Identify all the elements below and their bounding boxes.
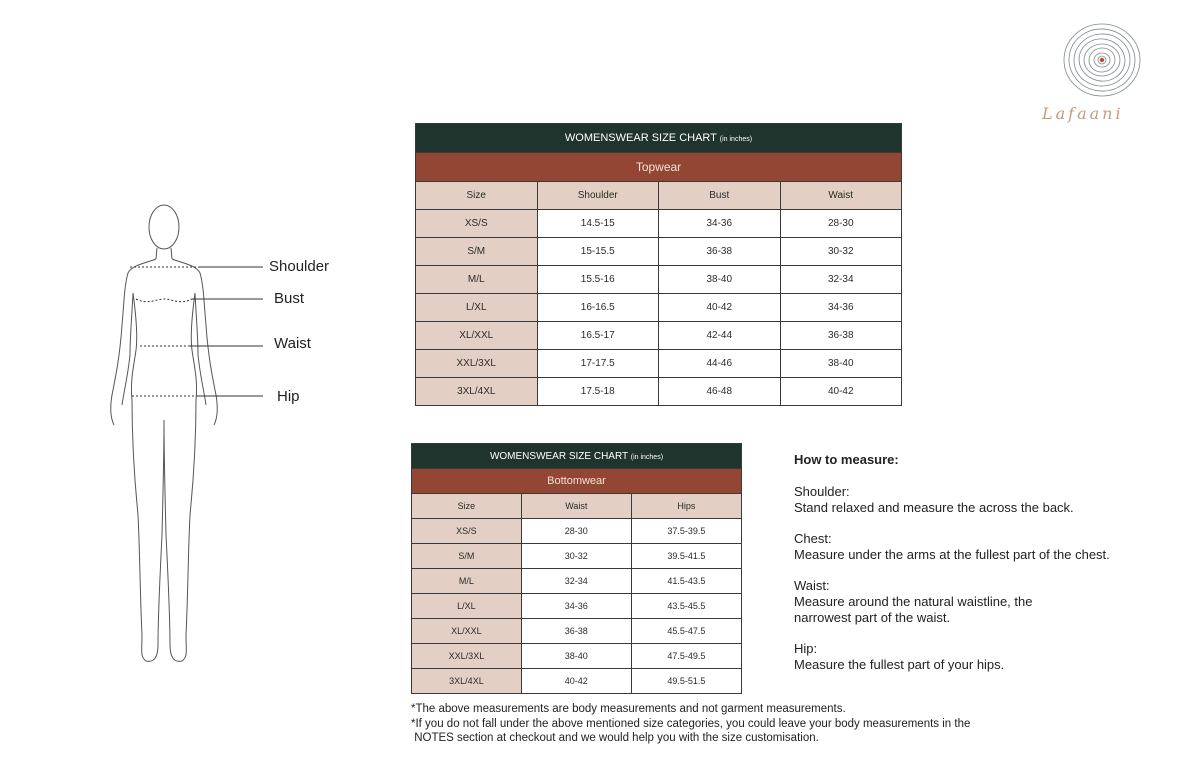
value-cell: 15.5-16: [537, 266, 659, 294]
value-cell: 16.5-17: [537, 322, 659, 350]
table-row: [416, 238, 902, 266]
measure-term: Shoulder:: [794, 484, 850, 499]
measure-description: Measure under the arms at the fullest part of the chest.: [794, 547, 1110, 562]
size-cell: L/XL: [416, 294, 538, 322]
topwear-size-table: [415, 123, 902, 406]
size-cell: XL/XXL: [412, 619, 522, 644]
value-cell: 32-34: [521, 569, 631, 594]
table-row: [412, 594, 742, 619]
table-row: [416, 322, 902, 350]
value-cell: 39.5-41.5: [631, 544, 741, 569]
table-row: [412, 519, 742, 544]
value-cell: 40-42: [521, 669, 631, 694]
value-cell: 46-48: [659, 378, 781, 406]
measure-term: Chest:: [794, 531, 832, 546]
topwear-subtitle: Topwear: [416, 153, 902, 182]
size-cell: XS/S: [416, 210, 538, 238]
value-cell: 44-46: [659, 350, 781, 378]
measure-description: Measure the fullest part of your hips.: [794, 657, 1005, 672]
column-header: Hips: [631, 494, 741, 519]
topwear-title-units: (in inches): [719, 136, 753, 143]
topwear-table-title: [416, 124, 902, 153]
value-cell: 45.5-47.5: [631, 619, 741, 644]
footnotes: [411, 702, 1111, 746]
size-cell: L/XL: [412, 594, 522, 619]
measure-description: Stand relaxed and measure the across the back.: [794, 500, 1074, 515]
value-cell: 15-15.5: [537, 238, 659, 266]
label-waist: Waist: [274, 335, 311, 352]
bottomwear-size-table: [411, 443, 742, 694]
value-cell: 38-40: [659, 266, 781, 294]
value-cell: 49.5-51.5: [631, 669, 741, 694]
how-to-measure-section: [794, 452, 1174, 688]
label-bust: Bust: [274, 290, 305, 307]
table-row: [416, 210, 902, 238]
column-header: Waist: [521, 494, 631, 519]
value-cell: 36-38: [780, 322, 902, 350]
table-row: [416, 350, 902, 378]
table-row: [412, 619, 742, 644]
value-cell: 32-34: [780, 266, 902, 294]
value-cell: 42-44: [659, 322, 781, 350]
value-cell: 36-38: [659, 238, 781, 266]
footnote-1: *The above measurements are body measurements and not garment measurements.: [411, 703, 846, 715]
bottomwear-title-text: WOMENSWEAR SIZE CHART: [489, 450, 628, 462]
how-to-measure-heading: How to measure:: [794, 452, 899, 467]
value-cell: 40-42: [780, 378, 902, 406]
size-cell: M/L: [416, 266, 538, 294]
value-cell: 34-36: [521, 594, 631, 619]
size-cell: XS/S: [412, 519, 522, 544]
table-row: [412, 569, 742, 594]
size-cell: XXL/3XL: [416, 350, 538, 378]
footnote-3: NOTES section at checkout and we would help you with the size customisation.: [411, 732, 819, 744]
value-cell: 47.5-49.5: [631, 644, 741, 669]
leader-lines: [200, 265, 265, 405]
measure-item-waist: [794, 578, 1084, 626]
column-header: Waist: [780, 182, 902, 210]
value-cell: 14.5-15: [537, 210, 659, 238]
table-row: [412, 644, 742, 669]
bottomwear-subtitle: Bottomwear: [412, 469, 742, 494]
measure-item-chest: [794, 531, 1174, 563]
table-row: [412, 669, 742, 694]
column-header: Size: [412, 494, 522, 519]
table-row: [416, 294, 902, 322]
label-hip: Hip: [277, 388, 300, 405]
value-cell: 30-32: [780, 238, 902, 266]
size-cell: S/M: [412, 544, 522, 569]
value-cell: 40-42: [659, 294, 781, 322]
value-cell: 30-32: [521, 544, 631, 569]
size-cell: XL/XXL: [416, 322, 538, 350]
size-cell: XXL/3XL: [412, 644, 522, 669]
measure-item-hip: [794, 641, 1174, 673]
value-cell: 38-40: [521, 644, 631, 669]
measure-description: Measure around the natural waistline, the narrowest part of the waist.: [794, 594, 1033, 625]
value-cell: 28-30: [521, 519, 631, 544]
measure-term: Waist:: [794, 578, 830, 593]
value-cell: 41.5-43.5: [631, 569, 741, 594]
brand-logo: [1040, 20, 1160, 140]
topwear-title-text: WOMENSWEAR SIZE CHART: [564, 132, 717, 144]
bottomwear-table-title: [412, 444, 742, 469]
size-cell: 3XL/4XL: [416, 378, 538, 406]
label-shoulder: Shoulder: [269, 258, 330, 275]
value-cell: 17-17.5: [537, 350, 659, 378]
column-header: Size: [416, 182, 538, 210]
value-cell: 17.5-18: [537, 378, 659, 406]
size-cell: M/L: [412, 569, 522, 594]
value-cell: 16-16.5: [537, 294, 659, 322]
column-header: Shoulder: [537, 182, 659, 210]
column-header: Bust: [659, 182, 781, 210]
measure-item-shoulder: [794, 484, 1174, 516]
value-cell: 28-30: [780, 210, 902, 238]
measure-term: Hip:: [794, 641, 818, 656]
table-row: [412, 544, 742, 569]
value-cell: 34-36: [659, 210, 781, 238]
footnote-2: *If you do not fall under the above mentioned size categories, you could leave your body measurements in the: [411, 717, 971, 730]
value-cell: 34-36: [780, 294, 902, 322]
value-cell: 36-38: [521, 619, 631, 644]
brand-name: Lafaani: [1042, 104, 1124, 123]
value-cell: 37.5-39.5: [631, 519, 741, 544]
value-cell: 38-40: [780, 350, 902, 378]
size-cell: 3XL/4XL: [412, 669, 522, 694]
value-cell: 43.5-45.5: [631, 594, 741, 619]
size-cell: S/M: [416, 238, 538, 266]
table-row: [416, 266, 902, 294]
table-row: [416, 378, 902, 406]
bottomwear-title-units: (in inches): [630, 453, 664, 461]
